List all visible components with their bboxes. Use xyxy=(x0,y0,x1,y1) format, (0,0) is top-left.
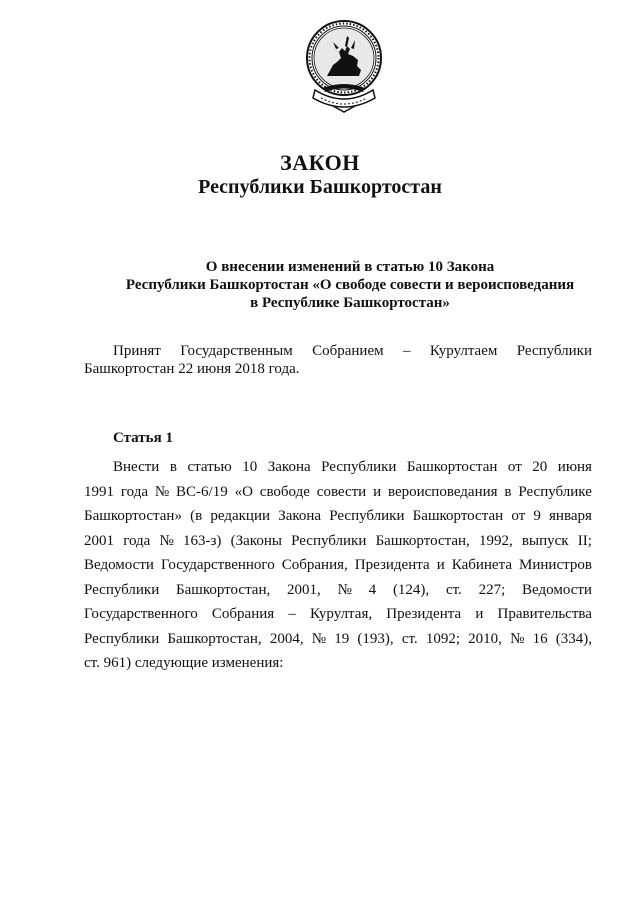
word: 2010, xyxy=(468,630,502,647)
word: Республики xyxy=(321,459,397,475)
adoption-line: Башкортостан 22 июня 2018 года. xyxy=(84,361,300,377)
word: Башкортостан, xyxy=(167,630,262,647)
word: Курултаем xyxy=(429,343,498,359)
word: Собрания xyxy=(211,606,275,622)
word: Закона xyxy=(278,508,322,524)
word: редакции xyxy=(210,508,271,524)
adoption-note xyxy=(84,342,592,378)
article-line xyxy=(84,504,592,529)
word: Республики xyxy=(329,508,405,524)
word: № xyxy=(154,483,170,500)
word: № xyxy=(337,581,352,598)
word: Республике xyxy=(518,483,592,500)
word: Республики xyxy=(84,630,160,647)
word: 1992, xyxy=(478,532,513,549)
adoption-line xyxy=(84,342,592,360)
word: Ведомости xyxy=(84,557,154,573)
article-line xyxy=(84,455,592,480)
article-body xyxy=(84,455,592,676)
word: 1991 xyxy=(84,483,114,500)
word: совести xyxy=(316,483,367,500)
article-line xyxy=(84,553,592,578)
article-line: ст. 961) следующие изменения: xyxy=(84,655,284,671)
article-line xyxy=(84,602,592,627)
word: № xyxy=(510,630,525,647)
word: выпуск xyxy=(521,532,569,549)
word: Башкортостан xyxy=(412,508,504,524)
word: Башкортостан, xyxy=(176,581,271,598)
word: Кабинета xyxy=(451,557,512,573)
word: Башкортостан, xyxy=(375,532,470,549)
word: и xyxy=(373,483,382,500)
word: Президента xyxy=(354,557,430,573)
word: июня xyxy=(557,459,592,475)
law-subject xyxy=(60,258,640,312)
word: от xyxy=(511,508,526,524)
document-subtitle: Республики Башкортостан xyxy=(198,176,442,198)
word: (334), xyxy=(555,630,592,647)
word: в xyxy=(169,459,177,475)
subject-line: Республики Башкортостан «О свободе совести и вероисповедания xyxy=(125,277,575,293)
word: года xyxy=(123,532,151,549)
word: свободе xyxy=(259,483,310,500)
word: Республики xyxy=(84,581,160,598)
word: (193), xyxy=(357,630,394,647)
word: – xyxy=(402,343,411,359)
coat-of-arms-emblem xyxy=(303,18,385,114)
word: Принят xyxy=(113,343,161,359)
word: 19 xyxy=(334,630,350,647)
word: Собранием xyxy=(312,343,384,359)
word: Башкортостан xyxy=(406,459,498,475)
word: ВС-6/19 xyxy=(176,483,228,500)
word: 20 xyxy=(532,459,548,475)
word: ст. xyxy=(445,581,462,598)
word: № xyxy=(159,532,174,549)
word: (124), xyxy=(392,581,430,598)
word: Башкортостан» xyxy=(84,508,182,524)
word: 227; xyxy=(478,581,506,598)
word: 163-з) xyxy=(183,532,222,549)
word: 4 xyxy=(368,581,377,598)
word: Государственного xyxy=(84,606,198,622)
document-title: ЗАКОН xyxy=(280,150,360,175)
word: 1092; xyxy=(425,630,460,647)
subject-line: в Республике Башкортостан» xyxy=(250,295,450,311)
word: и xyxy=(436,557,445,573)
word: «О xyxy=(234,483,253,500)
word: II; xyxy=(577,532,592,549)
subject-line: О внесении изменений в статью 10 Закона xyxy=(205,259,495,275)
word: № xyxy=(311,630,327,647)
word: статью xyxy=(187,459,232,475)
word: вероисповедания xyxy=(387,483,498,500)
word: 16 xyxy=(532,630,548,647)
word: Собрания, xyxy=(281,557,348,573)
word: 2001, xyxy=(287,581,321,598)
article-line xyxy=(84,578,592,603)
word: 9 xyxy=(533,508,541,524)
article-line xyxy=(84,627,592,652)
word: (Законы xyxy=(230,532,282,549)
word: – xyxy=(288,606,296,622)
word: Закона xyxy=(267,459,311,475)
word: января xyxy=(549,508,592,524)
word: и xyxy=(475,606,484,622)
word: Правительства xyxy=(497,606,592,622)
word: Государственным xyxy=(180,343,293,359)
word: Ведомости xyxy=(522,581,592,598)
word: (в xyxy=(190,508,203,524)
word: Министров xyxy=(519,557,592,573)
word: Внести xyxy=(113,459,160,475)
word: Президента xyxy=(386,606,462,622)
word: Курултая, xyxy=(310,606,373,622)
word: 2004, xyxy=(269,630,304,647)
word: в xyxy=(504,483,512,500)
article-line xyxy=(84,480,592,505)
word: Республики xyxy=(291,532,367,549)
word: 2001 xyxy=(84,532,114,549)
word: Государственного xyxy=(160,557,275,573)
word: Республики xyxy=(516,343,592,359)
word: от xyxy=(507,459,522,475)
word: 10 xyxy=(242,459,258,475)
article-heading: Статья 1 xyxy=(113,430,173,446)
word: года xyxy=(120,483,148,500)
word: ст. xyxy=(401,630,418,647)
article-line xyxy=(84,529,592,554)
